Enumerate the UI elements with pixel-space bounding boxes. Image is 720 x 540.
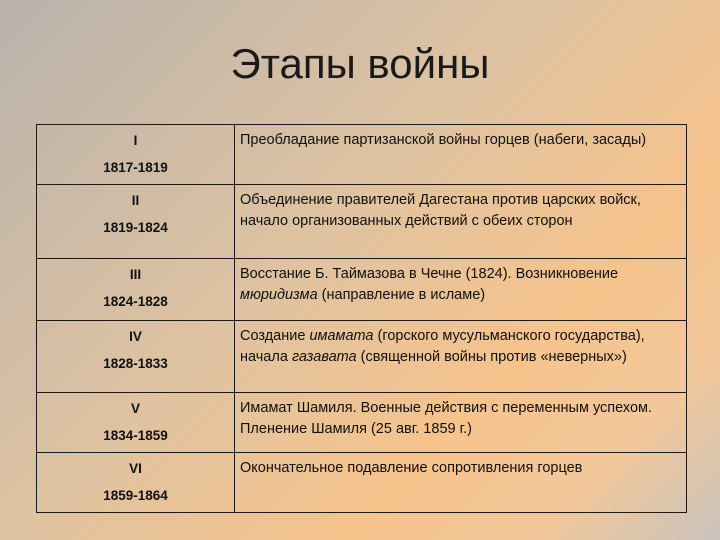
stage-text: Восстание Б. Таймазова в Чечне (1824). Возникновение (240, 266, 619, 282)
stage-number: I (133, 133, 138, 148)
stage-period-cell (37, 453, 235, 513)
stage-description-cell (235, 259, 687, 321)
stage-period-cell (37, 393, 235, 453)
stage-period-cell (37, 321, 235, 393)
stage-description-cell (235, 125, 687, 185)
stage-period-cell (37, 259, 235, 321)
stage-text: Имамат Шамиля. Военные действия с переменным успехом. Пленение Шамиля (25 авг. 1859 г.) (240, 400, 653, 437)
stage-number: II (131, 193, 140, 208)
stage-term: имамата (309, 328, 374, 344)
stage-term: газавата (291, 349, 357, 365)
stage-description (240, 328, 645, 365)
stage-description-cell (235, 393, 687, 453)
stage-period-cell (37, 185, 235, 259)
stage-row (37, 259, 687, 321)
stage-row (37, 321, 687, 393)
stage-text: Преобладание партизанской войны горцев (набеги, засады) (240, 132, 647, 148)
stage-text: Объединение правителей Дагестана против царских войск, начало организованных действий с обеих сторон (240, 192, 641, 229)
stage-text: Окончательное подавление сопротивления горцев (240, 460, 583, 476)
stage-row (37, 125, 687, 185)
stage-text: Создание (240, 328, 310, 344)
stage-text: (священной войны против «неверных») (356, 349, 627, 365)
stage-years: 1834-1859 (103, 428, 168, 443)
stage-row (37, 393, 687, 453)
stage-text: (горского мусульманского государства), начала (240, 328, 645, 365)
stage-description-cell (235, 185, 687, 259)
stage-term: мюридизма (240, 287, 318, 303)
stages-table (36, 124, 687, 513)
slide-title: Этапы войны (230, 40, 490, 87)
stage-description (240, 460, 582, 476)
stage-period-cell (37, 125, 235, 185)
stage-years: 1824-1828 (103, 294, 168, 309)
stage-text: (направление в исламе) (317, 287, 486, 303)
stage-number: VI (129, 461, 142, 476)
stage-description (240, 266, 618, 303)
stage-years: 1859-1864 (103, 488, 168, 503)
stage-years: 1828-1833 (103, 356, 168, 371)
stage-years: 1817-1819 (103, 160, 168, 175)
stage-description (240, 192, 641, 229)
stage-row (37, 185, 687, 259)
stage-description (240, 132, 646, 148)
stage-description-cell (235, 321, 687, 393)
stage-years: 1819-1824 (103, 220, 168, 235)
stage-row (37, 453, 687, 513)
stage-number: III (129, 267, 142, 282)
stage-description (240, 400, 652, 437)
stage-number: IV (129, 329, 142, 344)
stage-number: V (130, 401, 140, 416)
stage-description-cell (235, 453, 687, 513)
